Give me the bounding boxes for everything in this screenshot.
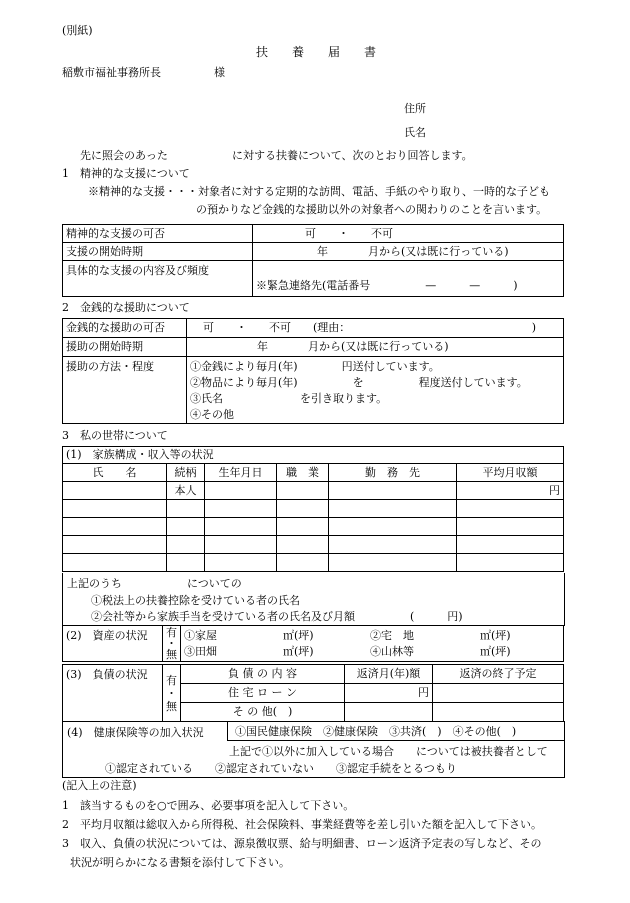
financial-support-methods — [187, 357, 564, 424]
assets-no: 無 — [166, 648, 177, 661]
assets-yes: 有 — [166, 626, 177, 639]
tax-dependent-note: ①税法上の扶養控除を受けている者の氏名 — [91, 594, 300, 607]
asset-forest: ④山林等 ㎡(坪) — [370, 644, 511, 658]
debts-yes: 有 — [166, 673, 177, 687]
mental-support-start-value — [253, 243, 564, 261]
debt-col-end: 返済の終了予定 — [433, 665, 564, 684]
method-take-in: ③氏名 を引き取ります。 — [190, 392, 388, 405]
table-row — [63, 554, 564, 572]
self-relation: 本人 — [167, 482, 205, 500]
addressee: 稲敷市福祉事務所長 — [62, 66, 161, 79]
intro-text-a: 先に照会のあった — [80, 149, 168, 162]
asset-house: ①家屋 ㎡(坪) — [184, 628, 314, 642]
method-goods: ②物品により毎月(年) を 程度送付しています。 — [190, 376, 528, 389]
col-birthdate: 生年月日 — [205, 464, 277, 482]
financial-support-possible-label: 金銭的な援助の可否 — [63, 319, 187, 338]
address-label: 住所 — [404, 102, 426, 115]
debts-dot: ・ — [166, 686, 177, 700]
financial-support-start-year: 年 — [257, 340, 268, 354]
debt-other: そ の 他( ) — [181, 703, 345, 722]
financial-support-start-label: 援助の開始時期 — [63, 338, 187, 357]
notes-heading: (記入上の注意) — [62, 779, 137, 792]
mental-support-start-year: 年 — [317, 244, 328, 258]
intro-text-b: に対する扶養について、次のとおり回答します。 — [232, 149, 473, 162]
addressee-honorific: 様 — [214, 66, 225, 79]
note-3b: 状況が明らかになる書類を添付して下さい。 — [70, 856, 290, 869]
section1-note-line1: ※精神的な支援・・・対象者に対する定期的な訪問、電話、手紙のやり取り、一時的な子ども — [88, 185, 550, 198]
document-title: 扶 養 届 書 — [256, 45, 377, 59]
debt-col-content: 負 債 の 内 容 — [181, 665, 345, 684]
household-table — [62, 446, 564, 572]
assets-yes-no — [163, 626, 181, 662]
assets-label: (2) 資産の状況 — [63, 626, 163, 662]
debts-yes-no — [163, 665, 181, 722]
insurance-line2: 上記で①以外に加入している場合 については被扶養者として — [229, 745, 548, 758]
debt-housing-yen: 円 — [345, 684, 433, 703]
debt-col-amount: 返済月(年)額 — [345, 665, 433, 684]
mental-support-start-text: 月から(又は既に行っている) — [368, 244, 509, 258]
financial-support-start-text: 月から(又は既に行っている) — [308, 340, 449, 354]
mental-support-detail-label: 具体的な支援の内容及び頻度 — [63, 261, 253, 297]
insurance-underline — [227, 740, 564, 741]
note-1: 1 該当するものを○で囲み、必要事項を記入して下さい。 — [62, 799, 355, 812]
name-label: 氏名 — [404, 126, 426, 139]
debts-table — [62, 664, 564, 722]
debts-no: 無 — [166, 699, 177, 713]
mental-support-possible-label: 精神的な支援の可否 — [63, 225, 253, 243]
section1-heading: 1 精神的な支援について — [62, 167, 190, 180]
insurance-options: ①国民健康保険 ②健康保険 ③共済( ) ④その他( ) — [235, 725, 517, 738]
note-3a: 3 収入、負債の状況については、源泉徴収票、給与明細書、ローン返済予定表の写しなど、その — [62, 837, 542, 850]
dependents-note-a: 上記のうち — [67, 577, 122, 590]
debt-housing-loan: 住 宅 ロ ー ン — [181, 684, 345, 703]
col-relation: 続柄 — [167, 464, 205, 482]
family-composition-heading: (1) 家族構成・収入等の状況 — [63, 447, 564, 464]
financial-support-table — [62, 318, 564, 424]
section1-note-line2: の預かりなど金銭的な援助以外の対象者への関わりのことを言います。 — [196, 203, 548, 216]
col-occupation: 職 業 — [277, 464, 329, 482]
asset-farmland: ③田畑 ㎡(坪) — [184, 644, 314, 658]
financial-support-start-value — [187, 338, 564, 357]
financial-support-method-label: 援助の方法・程度 — [63, 357, 187, 424]
dependents-note-b: についての — [187, 577, 242, 590]
financial-support-possible-value: 可 ・ 不可 (理由： ) — [187, 319, 564, 338]
table-row — [63, 518, 564, 536]
assets-dot: ・ — [166, 637, 177, 650]
col-workplace: 勤 務 先 — [329, 464, 457, 482]
assets-detail — [181, 626, 564, 662]
asset-land: ②宅 地 ㎡(坪) — [370, 628, 511, 642]
col-name: 氏 名 — [63, 464, 167, 482]
note-2: 2 平均月収額は総収入から所得税、社会保険料、事業経費等を差し引いた額を記入して下さい。 — [62, 818, 542, 831]
method-other: ④その他 — [190, 408, 234, 421]
section2-heading: 2 金銭的な援助について — [62, 301, 190, 314]
table-row — [63, 482, 564, 500]
dependents-note-box — [62, 573, 565, 626]
insurance-label: (4) 健康保険等の加入状況 — [67, 726, 204, 739]
insurance-box — [62, 721, 565, 778]
insurance-divider — [227, 721, 228, 740]
mental-support-possible-value: 可 ・ 不可 — [253, 225, 564, 243]
income-yen-unit: 円 — [457, 482, 564, 500]
table-row — [63, 536, 564, 554]
debts-label: (3) 負債の状況 — [63, 665, 163, 722]
section3-heading: 3 私の世帯について — [62, 429, 168, 442]
col-monthly-income: 平均月収額 — [457, 464, 564, 482]
family-allowance-note: ②会社等から家族手当を受けている者の氏名及び月額 ( 円) — [91, 610, 463, 623]
mental-support-start-label: 支援の開始時期 — [63, 243, 253, 261]
assets-table — [62, 625, 564, 662]
method-money: ①金銭により毎月(年) 円送付しています。 — [190, 360, 440, 373]
insurance-line3: ①認定されている ②認定されていない ③認定手続をとるつもり — [105, 762, 457, 775]
attachment-label: (別紙) — [62, 24, 93, 37]
table-row — [63, 500, 564, 518]
emergency-contact: ※緊急連絡先(電話番号 — — ) — [253, 261, 564, 297]
mental-support-table — [62, 224, 564, 297]
